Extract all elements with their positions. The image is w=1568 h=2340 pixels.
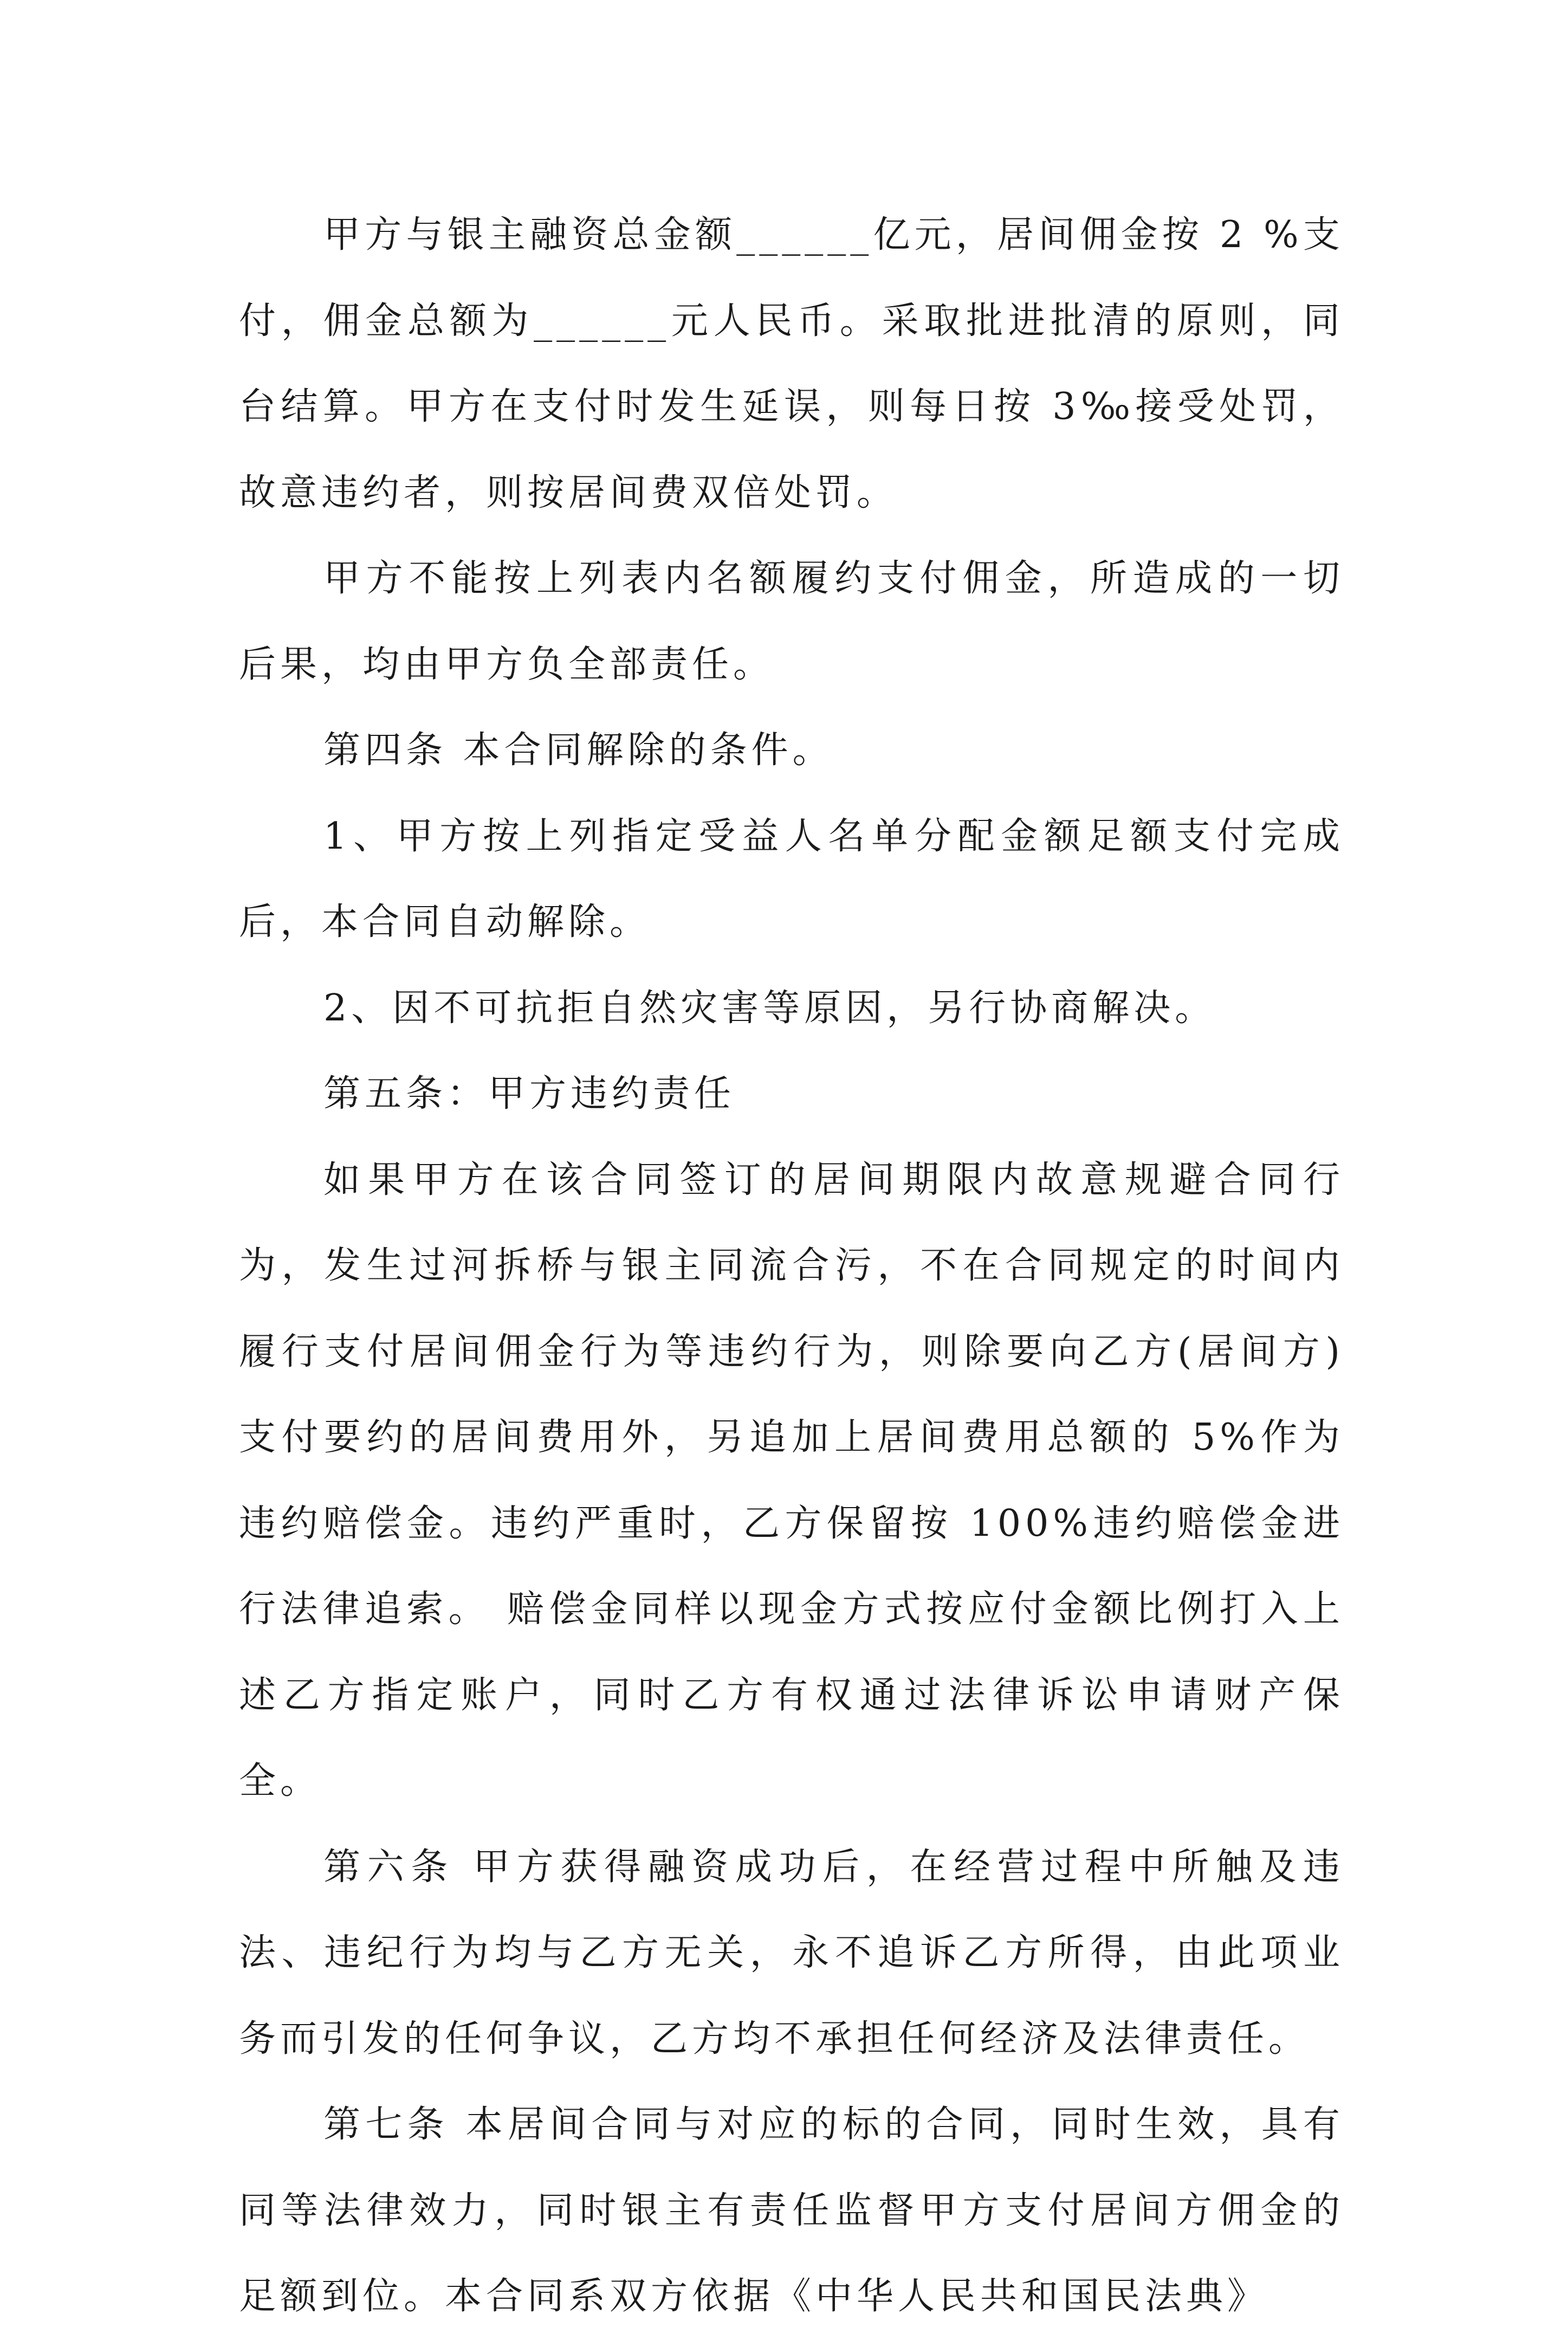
paragraph-commission-payment: 甲方与银主融资总金额______亿元，居间佣金按 2 %支付，佣金总额为______元人民币。采取批进批清的原则，同台结算。甲方在支付时发生延误，则每日按 3‰接受处罚，故意违约者，则按居间费双倍处罚。 (239, 214, 1344, 514)
article-7-body: 第七条 本居间合同与对应的标的合同，同时生效，具有同等法律效力，同时银主有责任监督甲方支付居间方佣金的足额到位。本合同系双方依据《中华人民共和国民法典》 (239, 2103, 1344, 2318)
article-5-heading: 第五条：甲方违约责任 (323, 1072, 736, 1115)
article-4-item-2: 2、因不可抗拒自然灾害等原因，另行协商解决。 (323, 986, 1216, 1030)
article-4-item-1: 1、甲方按上列指定受益人名单分配金额足额支付完成后，本合同自动解除。 (239, 815, 1344, 943)
article-5-body: 如果甲方在该合同签订的居间期限内故意规避合同行为，发生过河拆桥与银主同流合污，不在合同规定的时间内履行支付居间佣金行为等违约行为，则除要向乙方(居间方)支付要约的居间费用外，另追加上居间费用总额的 5%作为违约赔偿金。违约严重时，乙方保留按 100%违约赔偿金进行法律追索。 赔偿金同样以现金方式按应付金额比例打入上述乙方指定账户，同时乙方有权通过法律诉讼申请财产保全。 (239, 1158, 1344, 1802)
article-6-body: 第六条 甲方获得融资成功后，在经营过程中所触及违法、违纪行为均与乙方无关，永不追诉乙方所得，由此项业务而引发的任何争议，乙方均不承担任何经济及法律责任。 (239, 1845, 1344, 2060)
article-4-heading: 第四条 本合同解除的条件。 (323, 729, 834, 772)
paragraph-commission-liability: 甲方不能按上列表内名额履约支付佣金，所造成的一切后果，均由甲方负全部责任。 (239, 557, 1344, 686)
document-body (239, 192, 1344, 2340)
